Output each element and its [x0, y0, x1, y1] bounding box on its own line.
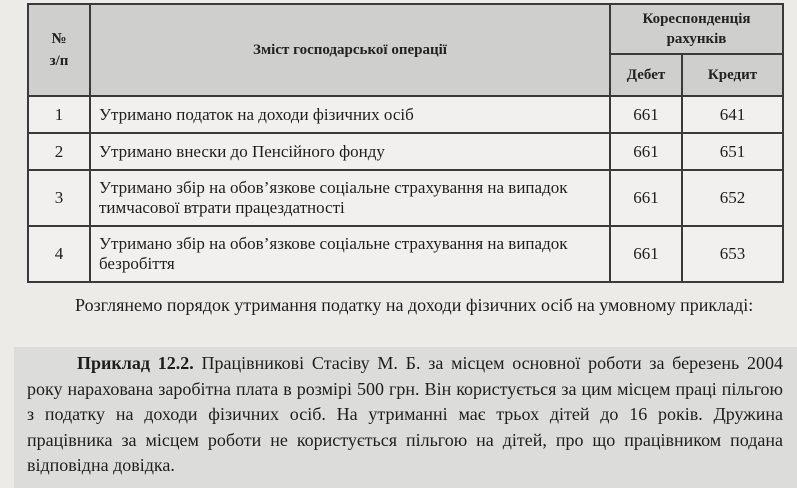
- row-credit: 641: [682, 96, 783, 133]
- row-number: 1: [28, 96, 90, 133]
- table-row: [28, 133, 783, 170]
- row-credit: 652: [682, 170, 783, 226]
- header-row-number: [28, 4, 90, 96]
- header-operation-content: Зміст господарської операції: [90, 4, 610, 96]
- row-debit: 661: [610, 226, 682, 282]
- table-row: [28, 96, 783, 133]
- intro-paragraph: Розглянемо порядок утримання податку на доходи фізичних осіб на умовному прикладі:: [75, 295, 754, 315]
- row-debit: 661: [610, 133, 682, 170]
- row-debit: 661: [610, 96, 682, 133]
- row-number: 2: [28, 133, 90, 170]
- row-credit: 651: [682, 133, 783, 170]
- row-operation: Утримано податок на доходи фізичних осіб: [90, 96, 610, 133]
- row-number: 3: [28, 170, 90, 226]
- table-row: [28, 226, 783, 282]
- header-credit: Кредит: [682, 54, 783, 96]
- row-operation: Утримано збір на обов’язкове соціальне страхування на випадок тимчасової втрати працездатності: [90, 170, 610, 226]
- operations-table: [27, 3, 784, 283]
- example-body: Працівникові Стасіву М. Б. за місцем основної роботи за березень 2004 року нарахована заробітна плата в розмірі 500 грн. Він користується за цим місцем праці пільгою з податку на доходи фізичних осіб. На утриманні має трьох дітей до 16 років. Дружина працівника за місцем роботи не користується пільгою на дітей, про що працівником подана відповідна довідка.: [27, 353, 783, 475]
- header-number-abbr: з/п: [49, 53, 69, 69]
- table-row: [28, 170, 783, 226]
- example-text-block: [27, 351, 783, 479]
- row-debit: 661: [610, 170, 682, 226]
- header-number-sign: №: [51, 31, 67, 47]
- example-title: Приклад 12.2.: [77, 353, 194, 373]
- header-debit: Дебет: [610, 54, 682, 96]
- row-number: 4: [28, 226, 90, 282]
- operations-table-container: [27, 3, 782, 283]
- row-operation: Утримано внески до Пенсійного фонду: [90, 133, 610, 170]
- row-operation: Утримано збір на обов’язкове соціальне страхування на випадок безробіття: [90, 226, 610, 282]
- row-credit: 653: [682, 226, 783, 282]
- header-correspondence: Кореспонденція рахунків: [610, 4, 783, 54]
